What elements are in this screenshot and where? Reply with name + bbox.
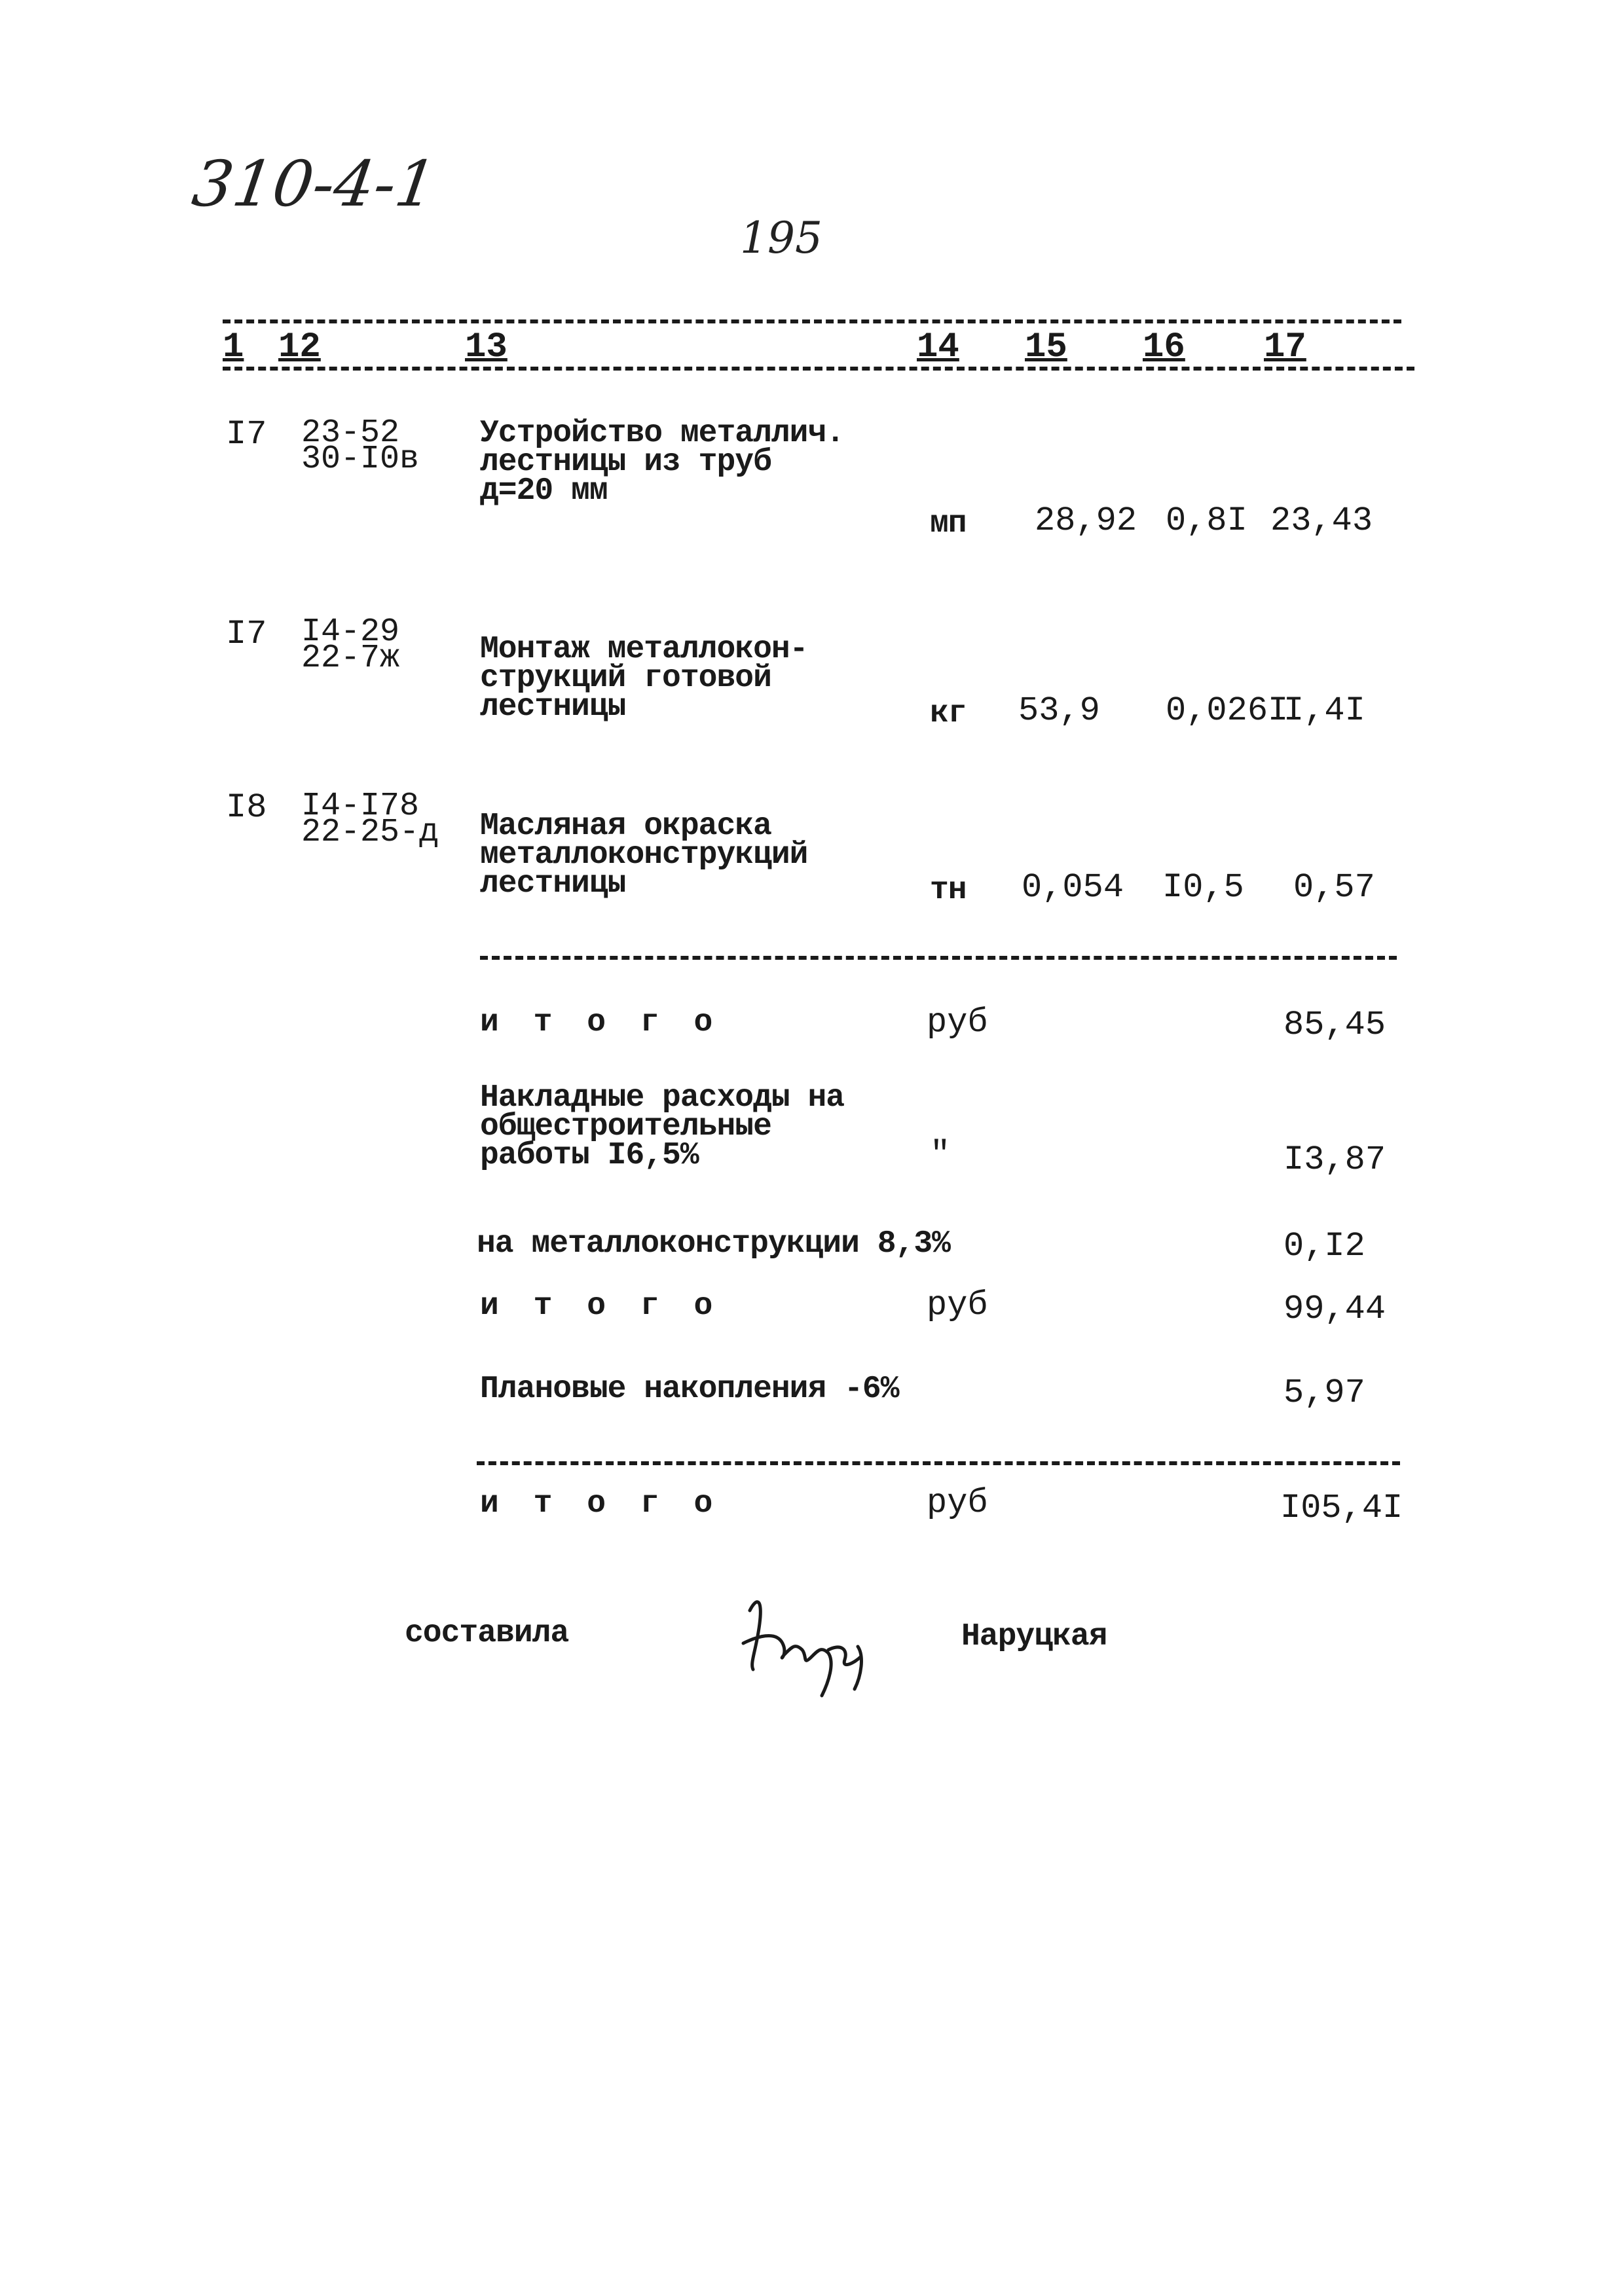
table-row-2-total: I,4I <box>1283 691 1365 730</box>
table-row-3-code-2: 22-25-д <box>301 814 439 851</box>
doc-number: 310-4-1 <box>188 147 441 221</box>
table-row-1-total: 23,43 <box>1270 501 1373 540</box>
table-row-1-unit: мп <box>930 506 967 541</box>
table-row-3-unit: тн <box>930 873 967 908</box>
table-row-2-qty: 53,9 <box>1018 691 1100 730</box>
table-row-2-description: Монтаж металлокон- струкций готовой лестницы <box>480 632 808 725</box>
table-row-2-num: I7 <box>226 615 267 653</box>
col-header-13: 13 <box>465 327 507 367</box>
col-header-14: 14 <box>917 327 959 367</box>
table-row-2-unit: кг <box>930 696 967 731</box>
page-number: 195 <box>740 213 822 263</box>
composed-label: составила <box>405 1616 569 1651</box>
table-row-1-price: 0,8I <box>1166 501 1247 540</box>
table-row-2-code-1: I4-29 <box>301 613 400 651</box>
col-header-1: 1 <box>223 327 244 367</box>
planned-value: 5,97 <box>1283 1374 1365 1412</box>
itogo-1-unit: руб <box>927 1003 988 1042</box>
itogo-1-label: и т о г о <box>480 1005 721 1040</box>
table-row-2-price: 0,026I <box>1166 691 1289 730</box>
overhead-value: I3,87 <box>1283 1140 1386 1179</box>
itogo-2-value: 99,44 <box>1283 1290 1386 1328</box>
itogo-3-label: и т о г о <box>480 1486 721 1522</box>
signature-name: Наруцкая <box>961 1619 1107 1654</box>
col-header-15: 15 <box>1025 327 1067 367</box>
table-row-3-code-1: I4-I78 <box>301 788 420 825</box>
col-header-12: 12 <box>278 327 321 367</box>
table-row-3-qty: 0,054 <box>1022 868 1124 907</box>
metal-value: 0,I2 <box>1283 1227 1365 1266</box>
table-row-3-num: I8 <box>226 788 267 827</box>
table-row-1-qty: 28,92 <box>1035 501 1137 540</box>
col-header-17: 17 <box>1264 327 1306 367</box>
table-row-1-code-2: 30-I0в <box>301 441 420 478</box>
itogo-2-unit: руб <box>927 1286 988 1324</box>
top-rule <box>223 319 1401 323</box>
table-row-2-code-2: 22-7ж <box>301 640 400 677</box>
totals-rule-2 <box>477 1461 1400 1465</box>
header-rule <box>223 367 1414 371</box>
table-row-3-price: I0,5 <box>1162 868 1244 907</box>
signature <box>730 1584 887 1702</box>
itogo-1-value: 85,45 <box>1283 1006 1386 1044</box>
metal-label: на металлоконструкции 8,3% <box>477 1226 950 1262</box>
totals-rule-1 <box>480 956 1397 960</box>
col-header-16: 16 <box>1143 327 1185 367</box>
table-row-3-description: Масляная окраска металлоконструкций лестницы <box>480 809 808 902</box>
itogo-3-value: I05,4I <box>1280 1489 1403 1527</box>
table-row-3-total: 0,57 <box>1293 868 1375 907</box>
itogo-3-unit: руб <box>927 1484 988 1522</box>
itogo-2-label: и т о г о <box>480 1288 721 1324</box>
table-row-1-num: I7 <box>226 415 267 454</box>
table-row-1-description: Устройство металлич. лестницы из труб д=20 мм <box>480 416 845 509</box>
planned-label: Плановые накопления -6% <box>480 1372 899 1407</box>
table-row-1-code-1: 23-52 <box>301 414 400 452</box>
overhead-label: Накладные расходы на общестроительные работы I6,5% <box>480 1080 845 1173</box>
overhead-unit: " <box>930 1135 951 1174</box>
